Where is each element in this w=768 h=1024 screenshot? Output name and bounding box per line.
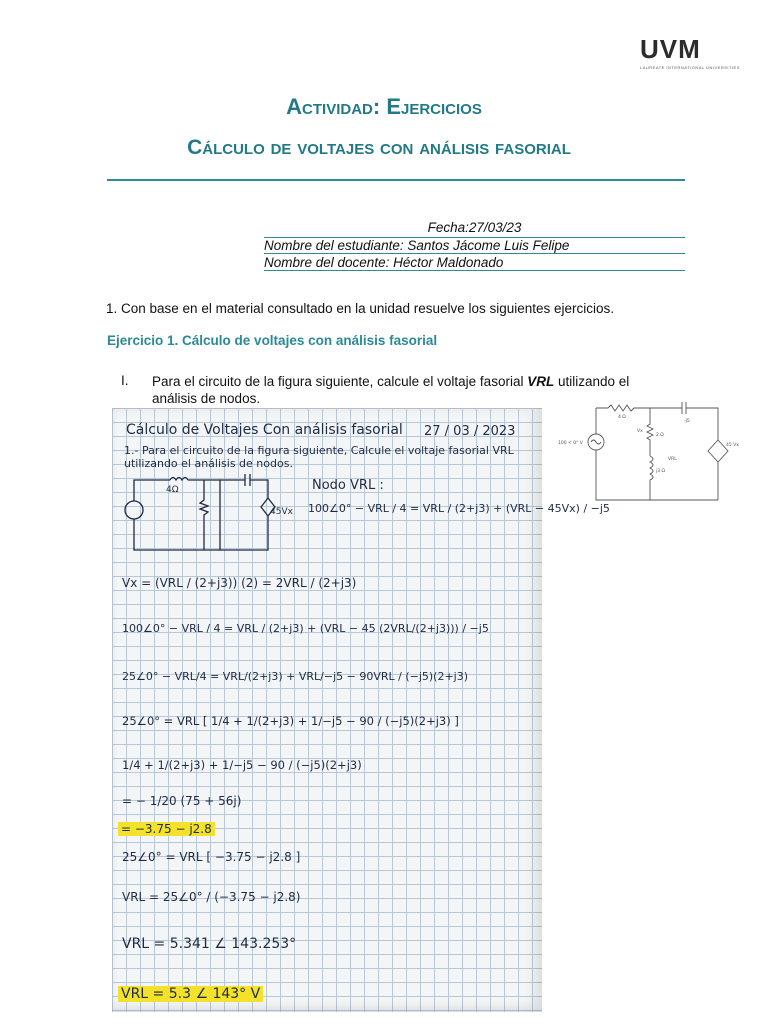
notebook-eq4: 25∠0° − VRL/4 = VRL/(2+j3) + VRL/−j5 − 90VRL / (−j5)(2+j3) [122,670,469,683]
student-name: Nombre del estudiante: Santos Jácome Luis Felipe [264,238,570,253]
notebook-eq8-highlighted: = −3.75 − j2.8 [118,822,215,836]
notebook-header-title: Cálculo de Voltajes Con análisis fasorial [126,422,403,438]
logo-text: UVM [640,34,701,64]
exercise-heading: Ejercicio 1. Cálculo de voltajes con análisis fasorial [107,333,438,348]
notebook-eq3: 100∠0° − VRL / 4 = VRL / (2+j3) + (VRL − 45 (2VRL/(2+j3))) / −j5 [122,622,489,635]
notebook-eq11: VRL = 5.341 ∠ 143.253° [122,936,297,952]
title-divider [107,179,685,181]
question-post: utilizando el análisis de nodos. [152,374,630,406]
date-field: Fecha:27/03/23 [427,220,522,235]
page-subtitle: Cálculo de voltajes con análisis fasorial [187,136,571,159]
info-divider [264,253,685,254]
circuit-r2-label: 2 Ω [656,433,664,438]
logo-subtitle: LAUREATE INTERNATIONAL UNIVERSITIES [640,65,740,70]
notebook-eq12-highlighted: VRL = 5.3 ∠ 143° V [118,986,263,1002]
circuit-c-label: -j5 [684,419,690,424]
notebook-eq5: 25∠0° = VRL [ 1/4 + 1/(2+j3) + 1/−j5 − 90 / (−j5)(2+j3) ] [122,714,459,728]
info-divider [264,270,685,271]
notebook-eq6: 1/4 + 1/(2+j3) + 1/−j5 − 90 / (−j5)(2+j3) [122,758,362,772]
page-title: Actividad: Ejercicios [286,94,482,119]
notebook-eq7: = − 1/20 (75 + 56j) [122,794,242,808]
circuit-vrl-label: VRL [668,457,677,462]
circuit-r1-label: 4 Ω [618,415,626,420]
notebook-header-date: 27 / 03 / 2023 [424,424,516,439]
circuit-vx-label: Vx [637,429,643,434]
circuit-dep-label: 45 Vx [726,443,739,448]
question-variable: VRL [527,374,555,389]
circuit-diagram [550,394,740,510]
svg-text:4Ω: 4Ω [166,485,179,495]
notebook-eq10: VRL = 25∠0° / (−3.75 − j2.8) [122,890,301,904]
question-pre: Para el circuito de la figura siguiente, calcule el voltaje fasorial [152,374,528,389]
svg-text:45Vx: 45Vx [270,507,293,517]
notebook-circuit-sketch [120,470,300,552]
instruction-text: 1. Con base en el material consultado en la unidad resuelve los siguientes ejercicios. [106,301,615,316]
notebook-eq1: 100∠0° − VRL / 4 = VRL / (2+j3) + (VRL − 45Vx) / −j5 [308,502,610,515]
notebook-eq2: Vx = (VRL / (2+j3)) (2) = 2VRL / (2+j3) [122,576,357,590]
uvm-logo [640,34,740,72]
circuit-source-label: 100 < 0° V [558,441,583,446]
circuit-l-label: j3 Ω [656,469,665,474]
notebook-photo [112,408,610,1012]
question-numeral: I. [121,373,129,388]
notebook-eq9: 25∠0° = VRL [ −3.75 − j2.8 ] [122,850,301,864]
notebook-node: Nodo VRL : [312,478,384,493]
teacher-name: Nombre del docente: Héctor Maldonado [264,255,504,270]
notebook-problem: 1.- Para el circuito de la figura siguiente, Calcule el voltaje fasorial VRL utilizando el análisis de nodos. [124,444,514,470]
